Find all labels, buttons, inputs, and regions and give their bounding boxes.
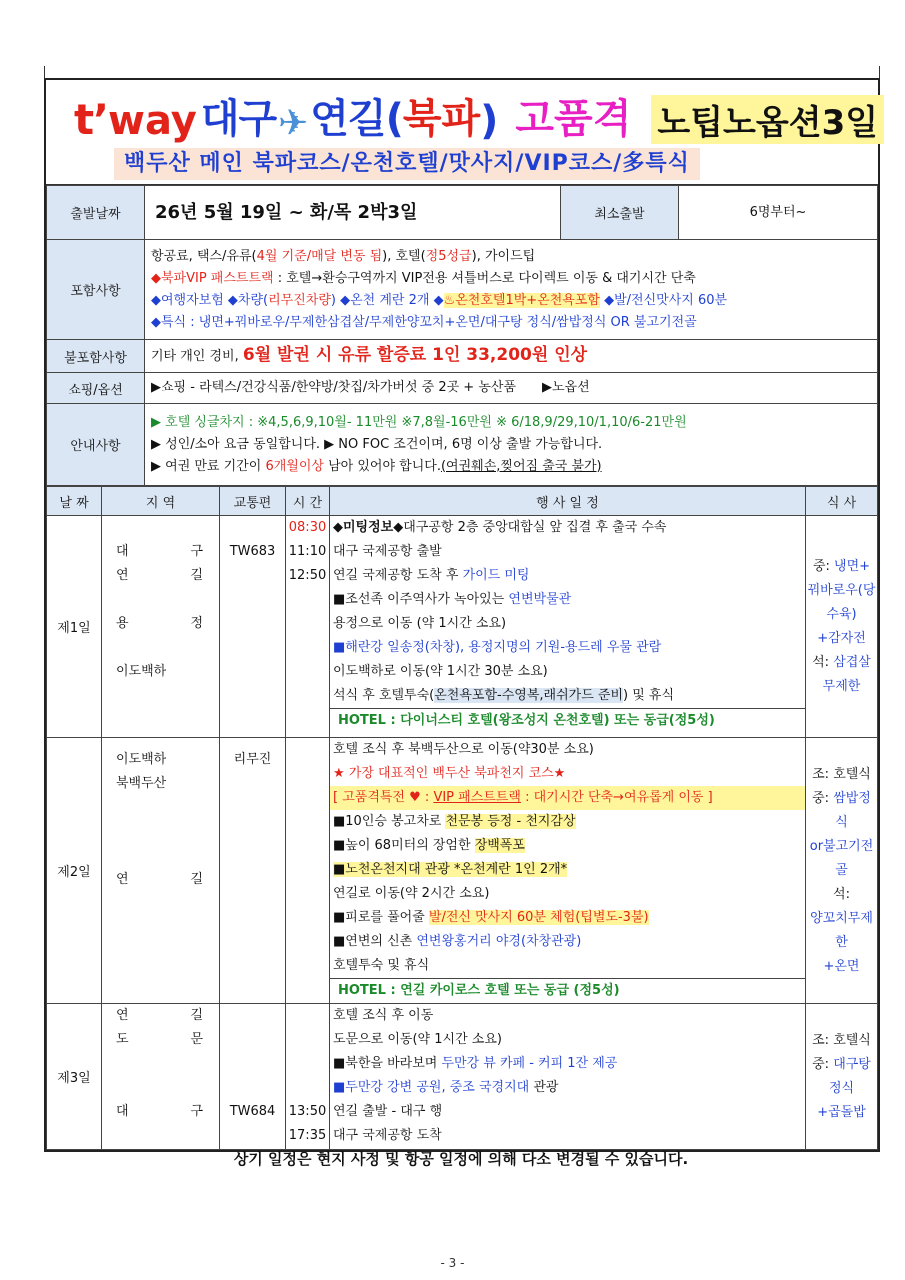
activity-text: ■높이 68미터의 장엄한 bbox=[333, 838, 475, 853]
flight-tw683: TW683 bbox=[229, 544, 276, 559]
changbai-waterfall: 장백폭포 bbox=[474, 838, 525, 853]
guide-meeting: 가이드 미팅 bbox=[462, 568, 530, 583]
activity-text: 호텔 조식 후 북백두산으로 이동(약30분 소요) bbox=[333, 742, 594, 757]
header-time: 시 간 bbox=[286, 487, 330, 516]
time-depart: 11:10 bbox=[288, 544, 327, 559]
region-daegu: 대 bbox=[116, 544, 129, 559]
shopping-label: 쇼핑/옵션 bbox=[47, 373, 145, 404]
meal-lunch: or불고기전골 bbox=[809, 838, 874, 878]
schedule-change-note: 상기 일정은 현지 사정 및 항공 일정에 의해 다소 변경될 수 있습니다. bbox=[233, 1150, 689, 1168]
meal-lunch: +곱돌밥 bbox=[817, 1104, 866, 1120]
activity-text: 석식 후 호텔투숙( bbox=[333, 688, 435, 703]
day1-meals bbox=[806, 516, 878, 738]
day2-activities bbox=[330, 738, 806, 1004]
cheonmunbong-climb: 천문봉 등정 - 천지감상 bbox=[445, 814, 576, 829]
notice-passport-months: 6개월이상 bbox=[265, 458, 324, 474]
activity-text: 대구 국제공항 출발 bbox=[333, 544, 442, 559]
exclude-label: 불포함사항 bbox=[47, 340, 145, 373]
subtitle: 백두산 메인 북파코스/온천호텔/맛사지/VIP코스/多특식 bbox=[114, 148, 700, 180]
region-daegu: 구 bbox=[190, 1104, 203, 1119]
region-yanji: 길 bbox=[190, 568, 203, 583]
massage-experience: 발/전신 맛사지 60분 체험(팁별도-3불) bbox=[428, 910, 649, 925]
premium-benefit: : 대기시간 단축→여유롭게 이동 ] bbox=[520, 790, 713, 805]
day2-hotel: HOTEL : 연길 카이로스 호텔 또는 동급 (정5성) bbox=[330, 978, 805, 1003]
vip-fasttrack: VIP 패스트트랙 bbox=[433, 790, 521, 805]
notice-passport-damage: (여권훼손,찢어짐 출국 불가) bbox=[440, 458, 602, 474]
include-text: ), 가이드팁 bbox=[471, 248, 536, 264]
include-content bbox=[145, 240, 878, 340]
hotspring-swimwear-note: 온천욕포함-수영복,래쉬가드 준비 bbox=[434, 688, 624, 703]
meal-dinner: 무제한 bbox=[822, 678, 861, 694]
no-option-text: ▶노옵션 bbox=[542, 380, 590, 395]
activity-text: 연길로 이동(약 2시간 소요) bbox=[333, 886, 490, 901]
day3-meals bbox=[806, 1004, 878, 1150]
activity-text: ) 및 휴식 bbox=[623, 688, 675, 703]
activity-text: 관광 bbox=[529, 1080, 559, 1095]
region-yanji: 연 bbox=[116, 1008, 129, 1023]
shopping-content bbox=[145, 373, 878, 404]
haeran-river-tour: ■해란강 일송정(차창), 용정지명의 기원-용드레 우물 관람 bbox=[333, 640, 662, 655]
activity-text: ■연변의 신촌 bbox=[333, 934, 417, 949]
notice-single-charge: ▶ 호텔 싱글차지 : ※4,5,6,9,10월- 11만원 ※7,8월-16만원 ※ 6/18,9/29,10/1,10/6-21만원 bbox=[151, 414, 687, 430]
activity-text: 대구공항 2층 중앙대합실 앞 집결 후 출국 수속 bbox=[403, 520, 667, 535]
min-departure-label: 최소출발 bbox=[561, 186, 679, 240]
notice-fare: ▶ 성인/소아 요금 동일합니다. ▶ NO FOC 조건이며, 6명 이상 출발 가능합니다. bbox=[151, 436, 603, 452]
include-fuel-note: 4월 기준/매달 변동 됨 bbox=[256, 248, 383, 264]
route-region: 북파 bbox=[402, 96, 481, 142]
day3-activities bbox=[330, 1004, 806, 1150]
title-line bbox=[74, 88, 884, 144]
no-tip-badge: 노팁노옵션3일 bbox=[651, 95, 884, 144]
day3-transport bbox=[220, 1004, 286, 1150]
meal-lunch-label: 중: bbox=[812, 790, 834, 806]
transport-limousine: 리무진 bbox=[233, 752, 272, 767]
region-yanji: 길 bbox=[190, 1008, 203, 1023]
exclude-fuel-surcharge: 6월 발권 시 유류 할증료 1인 33,200원 인상 bbox=[242, 345, 588, 365]
region-longjing: 정 bbox=[190, 616, 203, 631]
day2-label: 제2일 bbox=[47, 738, 102, 1004]
route-from: 대구 bbox=[200, 96, 277, 142]
page-top-rule bbox=[44, 66, 880, 78]
shopping-text: ▶쇼핑 - 라텍스/건강식품/한약방/찻집/차가버섯 중 2곳 + 농산품 bbox=[151, 380, 516, 395]
activity-text: ■조선족 이주역사가 녹아있는 bbox=[333, 592, 509, 607]
include-insurance: ◆여행자보험 ◆차량( bbox=[151, 292, 269, 308]
departure-row bbox=[47, 186, 878, 240]
region-erdaobaihe: 이도백하 bbox=[116, 664, 167, 679]
day2-meals bbox=[806, 738, 878, 1004]
route-close: ) bbox=[480, 98, 498, 144]
day2-times bbox=[286, 738, 330, 1004]
meal-lunch: 냉면+ bbox=[834, 558, 871, 574]
title-banner bbox=[46, 80, 878, 185]
day2-transport bbox=[220, 738, 286, 1004]
meal-dinner: +온면 bbox=[823, 958, 860, 974]
wanghong-street-night: 연변왕홍거리 야경(차창관광) bbox=[416, 934, 582, 949]
header-itinerary: 행 사 일 정 bbox=[330, 487, 806, 516]
notice-label: 안내사항 bbox=[47, 404, 145, 486]
activity-text: 도문으로 이동(약 1시간 소요) bbox=[333, 1032, 502, 1047]
include-limousine: 리무진차량 bbox=[268, 292, 331, 308]
day1-activities bbox=[330, 516, 806, 738]
day1-label: 제1일 bbox=[47, 516, 102, 738]
brand-logo-way: way bbox=[108, 98, 197, 144]
time-depart: 13:50 bbox=[288, 1104, 327, 1119]
notice-row bbox=[47, 404, 878, 486]
shopping-row bbox=[47, 373, 878, 404]
activity-text: 대구 국제공항 도착 bbox=[333, 1128, 442, 1143]
meal-dinner: 양꼬치무제한 bbox=[810, 910, 873, 950]
activity-text: ■10인승 봉고차로 bbox=[333, 814, 446, 829]
region-yanji: 연 bbox=[116, 568, 129, 583]
include-label: 포함사항 bbox=[47, 240, 145, 340]
day1-times bbox=[286, 516, 330, 738]
header-transport: 교통편 bbox=[220, 487, 286, 516]
include-text: ), 호텔( bbox=[382, 248, 426, 264]
include-text: : 호텔→환승구역까지 VIP전용 셔틀버스로 다이렉트 이동 & 대기시간 단축 bbox=[273, 270, 696, 286]
meal-lunch-label: 중: bbox=[812, 558, 835, 574]
region-erdaobaihe: 이도백하 bbox=[116, 752, 167, 767]
exclude-row bbox=[47, 340, 878, 373]
activity-text: ■북한을 바라보며 bbox=[333, 1056, 442, 1071]
include-text: 항공료, 택스/유류( bbox=[151, 248, 257, 264]
meal-lunch: 대구탕정식 bbox=[828, 1056, 871, 1096]
day3-label: 제3일 bbox=[47, 1004, 102, 1150]
notice-text: 남아 있어야 합니다. bbox=[323, 458, 441, 474]
region-yanji: 연 bbox=[116, 872, 129, 887]
meal-dinner: 삼겹살 bbox=[833, 654, 871, 670]
schedule-header-row bbox=[47, 487, 878, 516]
page-number: - 3 - bbox=[440, 1256, 465, 1270]
region-north-baekdu: 북백두산 bbox=[116, 776, 167, 791]
notice-content bbox=[145, 404, 878, 486]
meal-lunch: 꿔바로우(당수육) bbox=[807, 582, 876, 622]
time-arrive: 17:35 bbox=[288, 1128, 327, 1143]
itinerary-document bbox=[44, 78, 880, 1152]
meal-lunch: 쌈밥정식 bbox=[833, 790, 871, 830]
day1-row bbox=[47, 516, 878, 738]
meal-breakfast: 조: 호텔식 bbox=[812, 766, 871, 782]
meal-dinner-label: 석: bbox=[833, 886, 850, 902]
activity-text: 연길 국제공항 도착 후 bbox=[333, 568, 463, 583]
north-slope-course: ★ 가장 대표적인 백두산 북파천지 코스★ bbox=[333, 766, 566, 781]
region-longjing: 용 bbox=[116, 616, 129, 631]
day2-row bbox=[47, 738, 878, 1004]
tumen-river-park: ■두만강 강변 공원, 중조 국경지대 bbox=[333, 1080, 530, 1095]
day3-row bbox=[47, 1004, 878, 1150]
min-departure-value: 6명부터~ bbox=[679, 186, 878, 240]
region-yanji: 길 bbox=[190, 872, 203, 887]
region-tumen: 도 bbox=[116, 1032, 129, 1047]
include-vip-fasttrack: ◆북파VIP 패스트트랙 bbox=[151, 270, 274, 286]
open-hotspring-tour: ■노천온천지대 관광 *온천계란 1인 2개* bbox=[333, 862, 568, 877]
activity-text: 연길 출발 - 대구 행 bbox=[333, 1104, 443, 1119]
flight-tw684: TW684 bbox=[229, 1104, 276, 1119]
region-tumen: 문 bbox=[190, 1032, 203, 1047]
day2-regions bbox=[102, 738, 220, 1004]
time-meeting: 08:30 bbox=[288, 520, 327, 535]
activity-text: 용정으로 이동 (약 1시간 소요) bbox=[333, 616, 507, 631]
exclude-content bbox=[145, 340, 878, 373]
header-meals: 식 사 bbox=[806, 487, 878, 516]
header-region: 지 역 bbox=[102, 487, 220, 516]
day1-regions bbox=[102, 516, 220, 738]
include-special-meals: ◆특식 : 냉면+꿔바로우/무제한삼겹살/무제한양꼬치+온면/대구탕 정식/쌈밥정식 OR 불고기전골 bbox=[151, 314, 697, 330]
meal-lunch: +감자전 bbox=[817, 630, 866, 646]
day1-hotel: HOTEL : 다이너스티 호텔(왕조성지 온천호텔) 또는 동급(정5성) bbox=[330, 708, 805, 733]
day3-times bbox=[286, 1004, 330, 1150]
meal-lunch-label: 중: bbox=[812, 1056, 834, 1072]
notice-text: ▶ 여권 만료 기간이 bbox=[151, 458, 266, 474]
day3-regions bbox=[102, 1004, 220, 1150]
include-hotel-grade: 정5성급 bbox=[425, 248, 472, 264]
header-day: 날 짜 bbox=[47, 487, 102, 516]
activity-text: 호텔 조식 후 이동 bbox=[333, 1008, 434, 1023]
tumen-river-cafe: 두만강 뷰 카페 - 커피 1잔 제공 bbox=[441, 1056, 618, 1071]
activity-text: 이도백하로 이동(약 1시간 30분 소요) bbox=[333, 664, 548, 679]
activity-text: ■피로를 풀어줄 bbox=[333, 910, 429, 925]
yanbian-museum: 연변박물관 bbox=[508, 592, 572, 607]
activity-text: 호텔투숙 및 휴식 bbox=[333, 958, 430, 973]
departure-value: 26년 5월 19일 ~ 화/목 2박3일 bbox=[145, 186, 561, 240]
grade-label: 고품격 bbox=[515, 96, 632, 142]
departure-label: 출발날짜 bbox=[47, 186, 145, 240]
include-massage: ◆발/전신맛사지 60분 bbox=[599, 292, 728, 308]
premium-benefit: [ 고품격특전 ♥ : bbox=[333, 790, 434, 805]
day1-transport bbox=[220, 516, 286, 738]
info-table bbox=[46, 185, 878, 486]
meeting-info-label: ◆미팅정보◆ bbox=[333, 520, 404, 535]
route-to: 연길( bbox=[310, 96, 403, 142]
brand-logo-t: t’ bbox=[74, 95, 109, 144]
airplane-icon: ✈ bbox=[278, 103, 309, 144]
schedule-table bbox=[46, 486, 878, 1150]
region-daegu: 구 bbox=[190, 544, 203, 559]
region-daegu: 대 bbox=[116, 1104, 129, 1119]
exclude-text: 기타 개인 경비, bbox=[151, 349, 243, 364]
meal-dinner-label: 석: bbox=[812, 654, 834, 670]
include-row bbox=[47, 240, 878, 340]
include-egg: ) ◆온천 계란 2개 ◆ bbox=[330, 292, 444, 308]
time-arrive: 12:50 bbox=[288, 568, 327, 583]
include-hotspring: ♨온천호텔1박+온천욕포함 bbox=[443, 292, 600, 308]
meal-breakfast: 조: 호텔식 bbox=[812, 1032, 871, 1048]
